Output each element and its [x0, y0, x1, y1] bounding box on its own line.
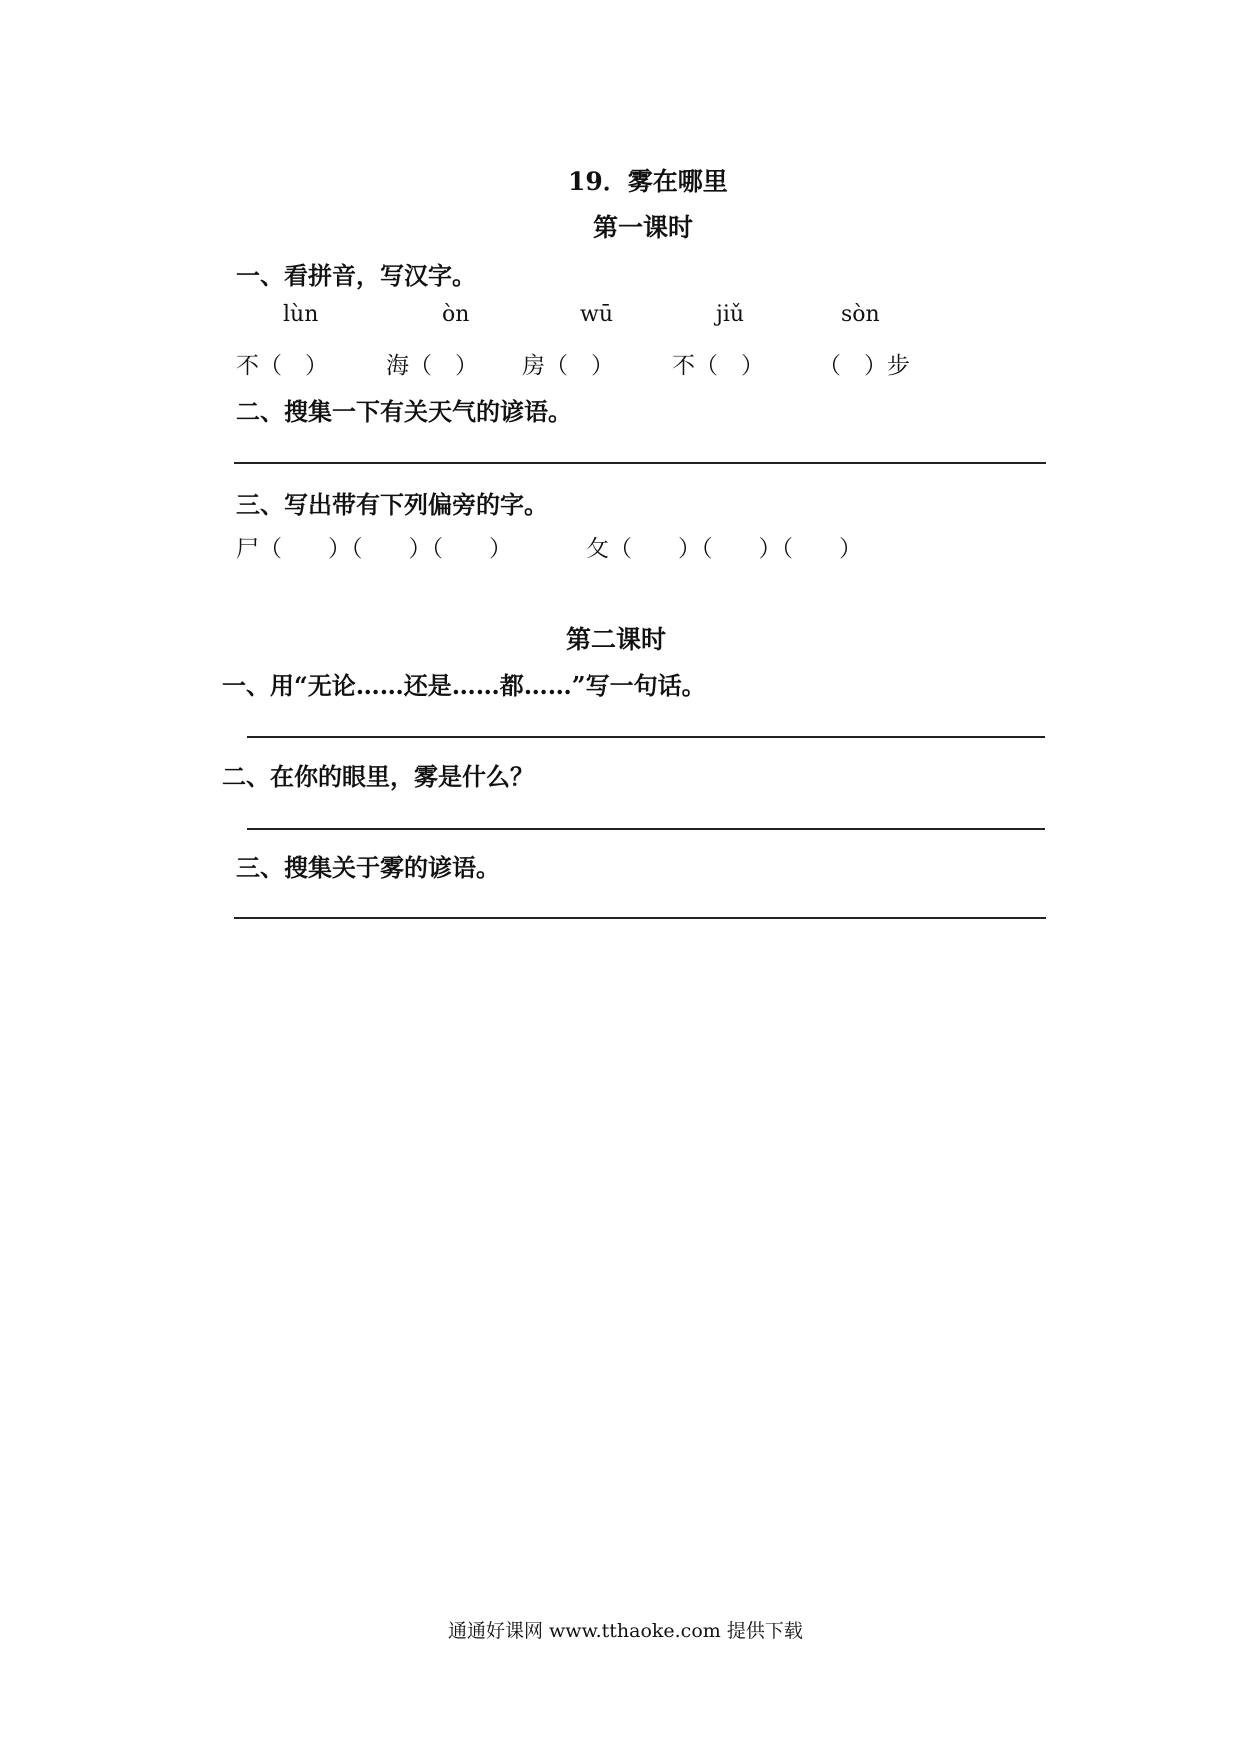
- blank-2[interactable]: 海（ ）: [386, 353, 478, 379]
- pinyin-5: sòn: [841, 302, 880, 327]
- answer-line-l2q2[interactable]: [247, 828, 1045, 830]
- page-title: 19．雾在哪里: [568, 167, 728, 196]
- blank-1[interactable]: 不（ ）: [236, 353, 328, 379]
- answer-line-l2q1[interactable]: [247, 736, 1045, 738]
- lesson1-q2-label: 二、搜集一下有关天气的谚语。: [236, 397, 572, 426]
- blank-5[interactable]: （ ）步: [818, 353, 910, 379]
- pinyin-2: òn: [442, 302, 470, 327]
- radical-pu-blanks[interactable]: 攵（ ）（ ）（ ）: [586, 536, 862, 562]
- lesson1-heading: 第一课时: [593, 213, 694, 242]
- lesson2-heading: 第二课时: [566, 625, 667, 654]
- lesson1-q1-label: 一、看拼音，写汉字。: [236, 261, 476, 290]
- pinyin-1: lùn: [283, 302, 319, 327]
- blank-4[interactable]: 不（ ）: [672, 353, 764, 379]
- pinyin-3: wū: [580, 302, 613, 327]
- lesson2-q3-label: 三、搜集关于雾的谚语。: [236, 853, 500, 882]
- blank-3[interactable]: 房（ ）: [522, 353, 614, 379]
- footer-credit: 通通好课网 www.tthaoke.com 提供下载: [448, 1620, 803, 1642]
- answer-line-l1q2[interactable]: [234, 462, 1046, 464]
- radical-shi-blanks[interactable]: 尸（ ）（ ）（ ）: [236, 536, 512, 562]
- lesson2-q1-label: 一、用“无论……还是……都……”写一句话。: [222, 671, 706, 700]
- answer-line-l2q3[interactable]: [234, 917, 1046, 919]
- lesson2-q2-label: 二、在你的眼里，雾是什么？: [222, 762, 534, 791]
- lesson1-q3-label: 三、写出带有下列偏旁的字。: [236, 490, 548, 519]
- pinyin-4: jiǔ: [716, 302, 745, 327]
